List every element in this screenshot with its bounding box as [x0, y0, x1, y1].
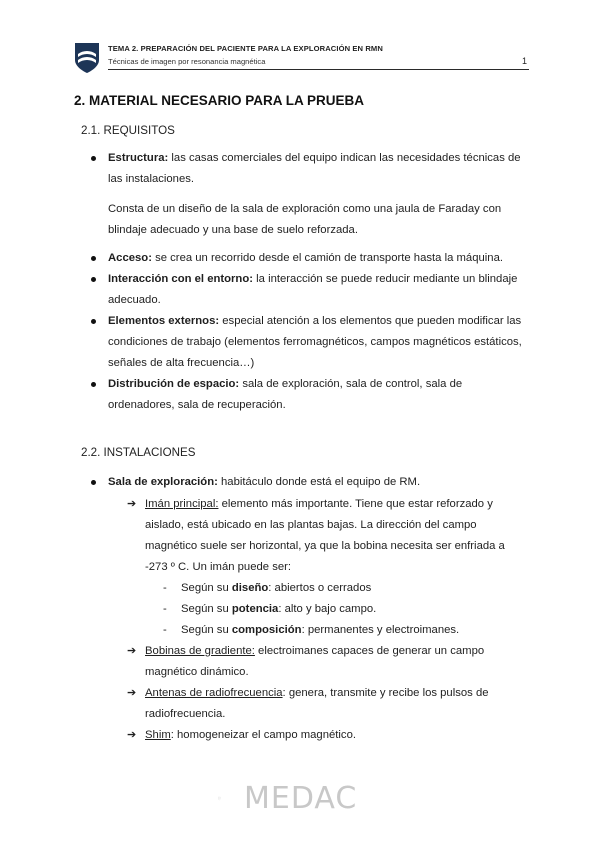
requisitos-list-1 — [89, 148, 529, 190]
list-item: ➔ Shim: homogeneizar el campo magnético. — [127, 725, 527, 746]
subsection-title-instalaciones: 2.2. INSTALACIONES — [81, 446, 196, 459]
list-item: Estructura: las casas comerciales del equipo indican las necesidades técnicas de las instalaciones. — [89, 148, 529, 190]
arrow-right-icon: ➔ — [127, 687, 137, 699]
arrow-right-icon: ➔ — [127, 729, 137, 741]
arrow-right-icon: ➔ — [127, 645, 137, 657]
list-item: Acceso: se crea un recorrido desde el camión de transporte hasta la máquina. — [89, 248, 529, 269]
header-title: TEMA 2. PREPARACIÓN DEL PACIENTE PARA LA EXPLORACIÓN EN RMN — [108, 44, 383, 53]
header-divider — [108, 69, 529, 70]
footer-watermark-shield-icon — [218, 786, 238, 812]
list-item: - Según su diseño: abiertos o cerrados — [163, 582, 372, 594]
list-item: Distribución de espacio: sala de exploración, sala de control, sala de ordenadores, sala de recuperación. — [89, 374, 529, 416]
list-item: - Según su potencia: alto y bajo campo. — [163, 603, 377, 615]
list-item: Sala de exploración: habitáculo donde está el equipo de RM. — [89, 472, 529, 493]
arrow-right-icon: ➔ — [127, 498, 137, 510]
list-item: ➔ Imán principal: elemento más importante. Tiene que estar reforzado y aislado, está ubicado en las plantas bajas. La dirección del campo magnético suele ser horizontal, ya que la bobina necesita ser enfriada a -273 º C. Un imán puede ser: - Según su diseño: abiertos o cerrados - Según su potencia: alto y bajo campo. - Según su composición: permanentes y electroimanes. — [127, 494, 527, 641]
list-item: Elementos externos: especial atención a los elementos que pueden modificar las condiciones de trabajo (elementos ferromagnéticos, campos magnéticos estáticos, señales de alta frecuencia…) — [89, 311, 529, 374]
header-subtitle: Técnicas de imagen por resonancia magnética — [108, 57, 266, 66]
list-item: ➔ Antenas de radiofrecuencia: genera, transmite y recibe los pulsos de radiofrecuencia. — [127, 683, 527, 725]
section-title: 2. MATERIAL NECESARIO PARA LA PRUEBA — [74, 93, 365, 108]
requisitos-list-2 — [89, 248, 529, 416]
subsection-title-requisitos: 2.1. REQUISITOS — [81, 124, 175, 137]
estructura-paragraph: Consta de un diseño de la sala de exploración como una jaula de Faraday con blindaje adecuado y una base de suelo reforzada. — [108, 203, 502, 236]
iman-types-list — [145, 578, 527, 641]
list-item: Interacción con el entorno: la interacción se puede reducir mediante un blindaje adecuado. — [89, 269, 529, 311]
footer-watermark-brand: MEDAC — [244, 781, 358, 816]
page-header — [74, 42, 534, 72]
list-item: ➔ Bobinas de gradiente: electroimanes capaces de generar un campo magnético dinámico. — [127, 641, 527, 683]
page-number: 1 — [522, 56, 528, 66]
medac-shield-logo-icon — [74, 42, 100, 74]
instalaciones-list — [89, 472, 529, 493]
sala-components-list — [127, 494, 527, 746]
list-item: - Según su composición: permanentes y electroimanes. — [163, 624, 460, 636]
